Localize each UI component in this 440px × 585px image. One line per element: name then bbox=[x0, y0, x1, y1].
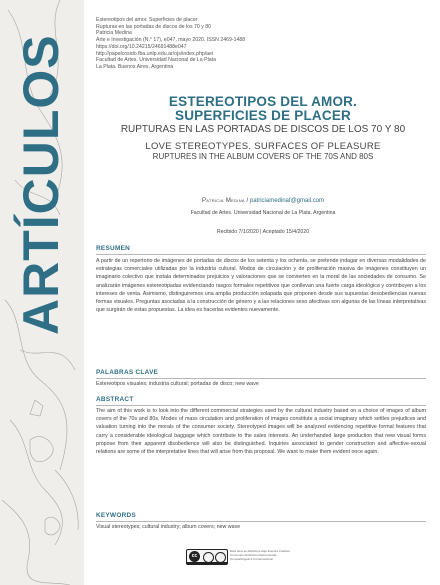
abstract-text: The aim of this work is to look into the different commercial strategies used by the cultural industry based on a choice of images of album covers of the 70s and 80s. Modes of mass circulation and proliferation of images constitute a social imaginary which settles prejudices and valuation turning into the morals of the consumer society. Stereotyped images will be analyzed evidencing repetitive formal features that carry a considerable ideological baggage which contribute to the sales interests. An underhanded large production that new visual forms propose from their apparent disobedience will also be distinguished. Inquiries associated to gender construction and affective-sexual relations are some of the interpretative lines that will arise from this proposal. We want to make them evident once again. bbox=[96, 408, 426, 456]
sidebar bbox=[0, 0, 84, 585]
citation-meta bbox=[96, 17, 396, 71]
license-text: Esta obra se distribuye bajo licencia Creative Commons Atribución-NoComercial-CompartirIgual 4.0 Internacional bbox=[230, 549, 290, 561]
license-bar bbox=[187, 562, 227, 565]
title-es-line-2: SUPERFICIES DE PLACER bbox=[175, 108, 351, 123]
author-line bbox=[96, 198, 430, 204]
journal-link[interactable]: http://papelcosido.fba.unlp.edu.ar/ojs/index.php/aei bbox=[96, 50, 214, 57]
divider bbox=[96, 521, 426, 522]
subtitle-es: RUPTURAS EN LAS PORTADAS DE DISCOS DE LOS 70 Y 80 bbox=[120, 124, 406, 135]
divider bbox=[96, 254, 426, 255]
cc-license-badge[interactable] bbox=[186, 549, 228, 565]
keywords-text: Visual stereotypes; cultural industry; album covers; new wave bbox=[96, 524, 241, 530]
divider bbox=[96, 405, 426, 406]
keywords-heading: KEYWORDS bbox=[96, 512, 137, 519]
meta-line: Rupturas en las portadas de discos de los 70 y 80 bbox=[96, 23, 212, 30]
title-es-line-1: ESTEREOTIPOS DEL AMOR. bbox=[168, 94, 358, 109]
resumen-heading: RESUMEN bbox=[96, 245, 131, 252]
meta-line: Patricia Medina bbox=[96, 30, 132, 37]
meta-line: Facultad de Artes. Universidad Nacional de La Plata bbox=[96, 57, 216, 64]
title-block bbox=[96, 95, 430, 162]
meta-line: Estereotipos del amor. Superficies de placer bbox=[96, 17, 198, 23]
palabras-clave-heading: PALABRAS CLAVE bbox=[96, 369, 159, 376]
title-en: LOVE STEREOTYPES. SURFACES OF PLEASURE bbox=[145, 141, 381, 152]
author-affiliation: Facultad de Artes. Universidad Nacional de La Plata. Argentina bbox=[190, 210, 336, 216]
resumen-text: A partir de un repertorio de imágenes de portadas de discos de los setenta y los ochenta, se pretende indagar en diversas modalidades de estrategias comerciales utilizadas por la industria cultural. Modos de circulación y de proliferación masiva de imágenes constituyen un imaginario colectivo que instala determinados prejuicios y valoraciones que se convierten en la moral de las sociedades de consumo. Se analizarán imágenes estereotipadas evidenciando rasgos formales repetitivos que conllevan una fuerte carga ideológica y contribuyen a los intereses de venta. Asimismo, distinguiremos una amplia producción solapada que proponen desde sus supuestas desobediencias nuevas formas visuales. Preguntas asociadas a la construcción de género y a las relaciones sexo afectivas son algunas de las líneas interpretativas que surgirán de estas propuestas. La idea es hacerlas evidentes nuevamente. bbox=[96, 258, 426, 314]
abstract-heading: ABSTRACT bbox=[96, 396, 134, 403]
meta-line: Arte e Investigación (N.° 17), e047, mayo 2020. ISSN 2469-1488 bbox=[96, 37, 246, 44]
section-label-text: ARTÍCULOS bbox=[13, 34, 69, 335]
meta-line: La Plata. Buenos Aires. Argentina bbox=[96, 63, 174, 70]
author-email[interactable]: patriciamedinaf@gmail.com bbox=[249, 198, 324, 204]
subtitle-en: RUPTURES IN THE ALBUM COVERS OF THE 70S AND 80S bbox=[152, 152, 374, 161]
author-separator: / bbox=[244, 198, 250, 204]
palabras-clave-text: Estereotipos visuales; industria cultural; portadas de disco; new wave bbox=[96, 381, 259, 387]
cc-icon: cc bbox=[189, 551, 200, 562]
doi-link[interactable]: https://doi.org/10.24215/24691488e047 bbox=[96, 43, 187, 50]
received-accepted-dates: Recibido 7/1/2020 | Aceptado 15/4/2020 bbox=[216, 229, 310, 235]
divider bbox=[96, 378, 426, 379]
author-name: Patricia Medina bbox=[201, 198, 245, 204]
